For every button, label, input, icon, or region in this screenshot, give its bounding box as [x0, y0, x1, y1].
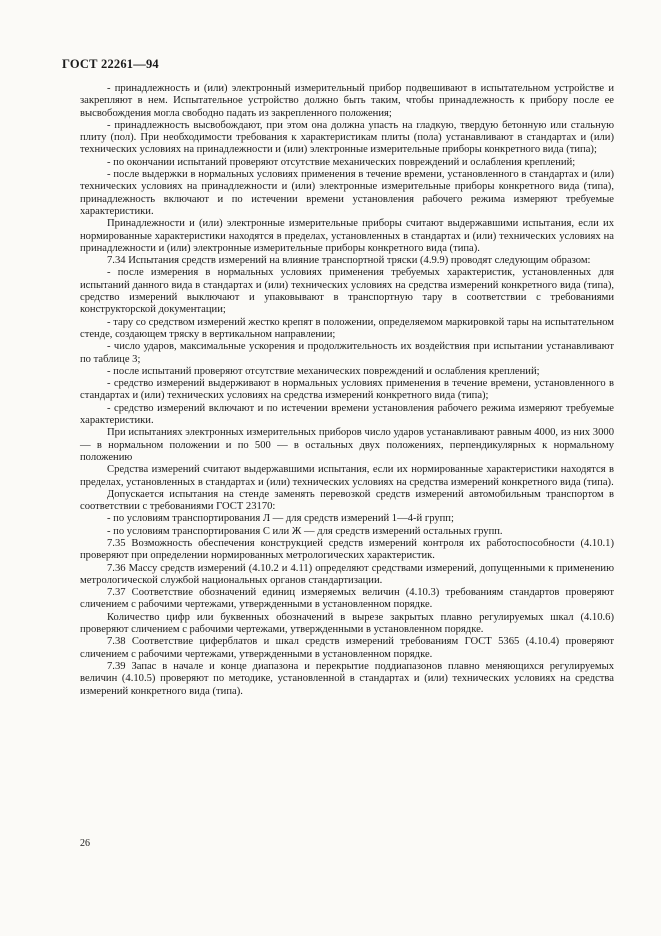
- paragraph: - принадлежность и (или) электронный измерительный прибор подвешивают в испытательном устройстве и закрепляют в нем. Испытательное устройство должно быть таким, чтобы принадлежность к прибору после ее высвобождения могла свободно падать из закрепленного положения;: [80, 83, 614, 119]
- paragraph: 7.34 Испытания средств измерений на влияние транспортной тряски (4.9.9) проводят следующим образом:: [107, 255, 591, 267]
- paragraph: - после испытаний проверяют отсутствие механических повреждений и ослабления креплений;: [107, 365, 540, 377]
- document-header: ГОСТ 22261—94: [62, 57, 159, 71]
- paragraph: - по условиям транспортирования С или Ж — для средств измерений остальных групп.: [107, 525, 503, 537]
- paragraph: 7.37 Соответствие обозначений единиц измеряемых величин (4.10.3) требованиям стандартов проверяют сличением с рабочими чертежами, утвержденными в установленном порядке.: [80, 587, 614, 611]
- paragraph: - число ударов, максимальные ускорения и продолжительность их воздействия при испытании устанавливают по таблице 3;: [80, 341, 614, 365]
- paragraph: 7.35 Возможность обеспечения конструкцией средств измерений контроля их работоспособности (4.10.1) проверяют при определении нормированных метрологических характеристик.: [80, 537, 614, 562]
- paragraph: 7.36 Массу средств измерений (4.10.2 и 4.11) определяют средствами измерений, допущенными к применению метрологической службой национальных органов стандартизации.: [80, 562, 614, 586]
- paragraph: Средства измерений считают выдержавшими испытания, если их нормированные характеристики находятся в пределах, установленных в стандартах и (или) технических условиях на средства измерений конкретного вида (типа).: [80, 464, 614, 488]
- paragraph: - средство измерений включают и по истечении времени установления рабочего режима измеряют требуемые характеристики.: [80, 402, 614, 427]
- paragraph: - по условиям транспортирования Л — для средств измерений 1—4-й групп;: [107, 513, 454, 525]
- paragraph: 7.38 Соответствие циферблатов и шкал средств измерений требованиям ГОСТ 5365 (4.10.4) проверяют сличением с рабочими чертежами, утвержденными в установленном порядке.: [80, 636, 614, 660]
- paragraph: - тару со средством измерений жестко крепят в положении, определяемом маркировкой тары на испытательном стенде, создающем тряску в вертикальном направлении;: [80, 316, 614, 340]
- document-body: [80, 83, 614, 698]
- paragraph: - средство измерений выдерживают в нормальных условиях применения в течение времени, установленного в стандартах и (или) технических условиях на средства измерений конкретного вида (типа);: [80, 378, 614, 402]
- paragraph: - по окончании испытаний проверяют отсутствие механических повреждений и ослабления креплений;: [107, 156, 576, 168]
- paragraph: Допускается испытания на стенде заменять перевозкой средств измерений автомобильным транспортом в соответствии с требованиями ГОСТ 23170:: [80, 488, 614, 513]
- paragraph: - принадлежность высвобождают, при этом она должна упасть на гладкую, твердую бетонную или стальную плиту (пол). При необходимости требования к характеристикам плиты (пола) устанавливают в стандартах и (или) технических условиях на принадлежности и (или) электронные измерительные приборы конкретного вида (типа);: [80, 119, 614, 156]
- paragraph: Количество цифр или буквенных обозначений в вырезе закрытых плавно регулируемых шкал (4.10.6) проверяют сличением с рабочими чертежами, утвержденными в установленном порядке.: [80, 611, 614, 636]
- paragraph: - после измерения в нормальных условиях применения требуемых характеристик, установленных для испытаний данного вида в стандартах и (или) технических условиях на средства измерений конкретного вида (типа), средство измерений выключают и упаковывают в транспортную тару в соответствии с требованиями конструкторской документации;: [80, 267, 614, 316]
- paragraph: - после выдержки в нормальных условиях применения в течение времени, установленного в стандартах и (или) технических условиях на принадлежности и (или) электронные измерительные приборы конкретного вида (типа), принадлежность включают и по истечении времени установления рабочего режима измеряют требуемые характеристики.: [80, 169, 614, 217]
- paragraph: Принадлежности и (или) электронные измерительные приборы считают выдержавшими испытания, если их нормированные характеристики находятся в пределах, установленных в стандартах и (или) технических условиях на принадлежности и (или) электронные измерительные приборы конкретного вида (типа).: [80, 218, 614, 254]
- paragraph: 7.39 Запас в начале и конце диапазона и перекрытие поддиапазонов плавно меняющихся регулируемых величин (4.10.5) проверяют по методике, установленной в стандартах и (или) технических условиях на средства измерений конкретного вида (типа).: [80, 660, 614, 697]
- page-number: 26: [80, 838, 90, 849]
- paragraph: При испытаниях электронных измерительных приборов число ударов устанавливают равным 4000, из них 3000 — в нормальном положении и по 500 — в остальных двух положениях, перпендикулярных к нормальному положению: [80, 427, 614, 463]
